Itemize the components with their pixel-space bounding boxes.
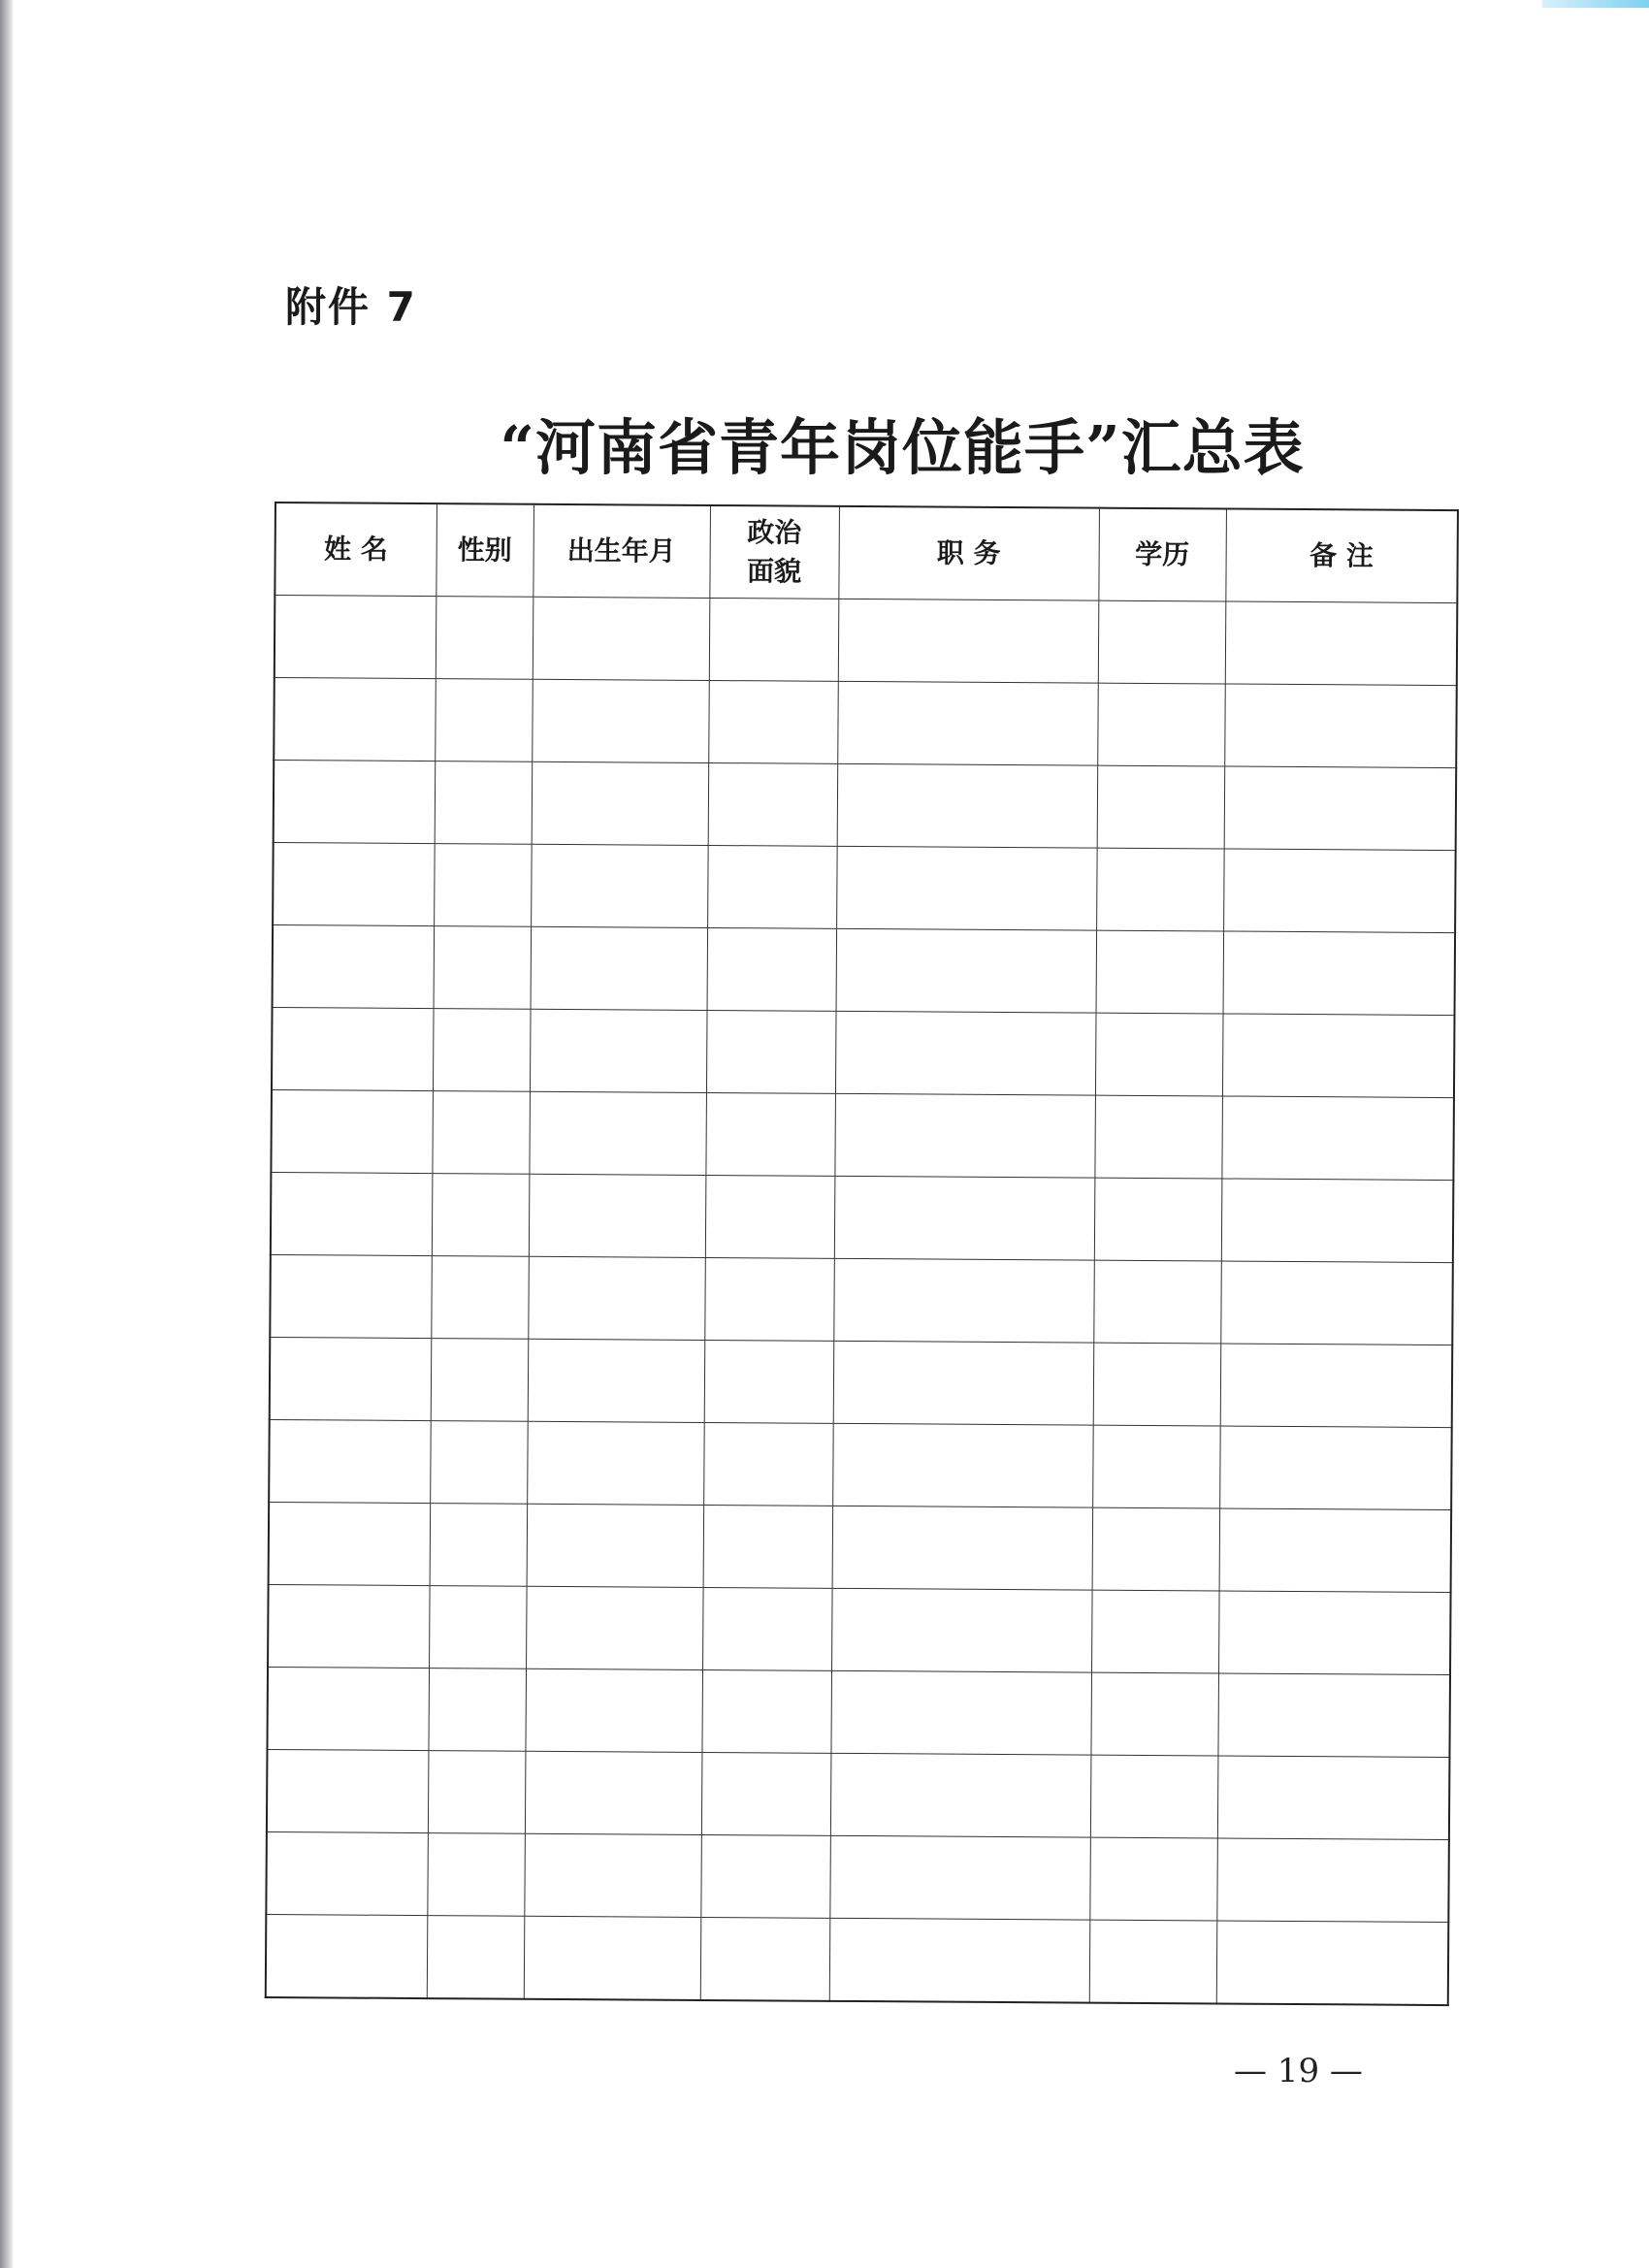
cell-position — [834, 1093, 1095, 1178]
cell-gender — [434, 926, 532, 1010]
cell-remarks — [1216, 1838, 1449, 1923]
table-row — [271, 1172, 1454, 1262]
cell-gender — [427, 1833, 525, 1917]
cell-education — [1091, 1590, 1219, 1673]
table-row — [271, 1089, 1454, 1180]
cell-remarks — [1217, 1673, 1450, 1758]
table-row — [275, 596, 1458, 686]
cell-remarks — [1217, 1756, 1450, 1840]
cell-education — [1093, 1260, 1221, 1344]
cell-position — [836, 846, 1097, 930]
table-row — [266, 1831, 1449, 1922]
cell-birth-date — [525, 1751, 702, 1834]
cell-remarks — [1218, 1591, 1451, 1675]
cell-remarks — [1222, 1014, 1455, 1098]
cell-position — [835, 1011, 1096, 1095]
cell-position — [838, 599, 1099, 683]
cell-education — [1090, 1672, 1218, 1756]
cell-position — [833, 1341, 1094, 1425]
table-row — [269, 1502, 1452, 1592]
cell-birth-date — [526, 1586, 703, 1669]
cell-gender — [428, 1669, 526, 1752]
cell-education — [1089, 1920, 1217, 2003]
table-row — [270, 1337, 1453, 1427]
cell-remarks — [1221, 1179, 1454, 1263]
cell-name — [269, 1502, 431, 1585]
cell-political-status — [707, 845, 837, 928]
scan-edge — [0, 0, 14, 2268]
cell-political-status — [707, 927, 837, 1011]
cell-name — [275, 596, 436, 679]
cell-gender — [431, 1339, 529, 1422]
cell-position — [837, 681, 1098, 765]
cell-remarks — [1220, 1261, 1453, 1345]
cell-education — [1097, 683, 1225, 766]
cell-position — [830, 1670, 1091, 1755]
cell-birth-date — [529, 1091, 706, 1175]
cell-remarks — [1225, 601, 1458, 686]
cell-education — [1096, 848, 1224, 931]
cell-education — [1098, 600, 1226, 684]
cell-position — [832, 1423, 1093, 1507]
cell-name — [270, 1337, 432, 1420]
cell-birth-date — [525, 1669, 702, 1752]
cell-remarks — [1219, 1426, 1452, 1510]
table-header-row — [275, 502, 1458, 603]
header-remarks: 备 注 — [1225, 509, 1458, 603]
cell-education — [1097, 765, 1225, 849]
header-education: 学历 — [1098, 508, 1226, 601]
scan-edge-mark — [1542, 0, 1649, 8]
cell-remarks — [1224, 684, 1457, 768]
cell-gender — [428, 1751, 526, 1834]
table-row — [266, 1914, 1449, 2005]
cell-name — [266, 1914, 428, 1998]
table-row — [269, 1419, 1452, 1509]
cell-position — [837, 763, 1098, 848]
cell-birth-date — [531, 844, 708, 927]
header-position: 职 务 — [838, 506, 1099, 600]
cell-birth-date — [533, 597, 710, 680]
table-row — [274, 761, 1457, 851]
cell-name — [273, 842, 435, 925]
cell-political-status — [705, 1092, 835, 1176]
cell-remarks — [1223, 931, 1456, 1016]
cell-name — [274, 761, 436, 844]
cell-name — [269, 1419, 431, 1503]
cell-political-status — [703, 1422, 833, 1506]
cell-birth-date — [528, 1339, 705, 1422]
table-row — [270, 1254, 1453, 1345]
document-title: “河南省青年岗位能手”汇总表 — [500, 412, 1305, 483]
cell-political-status — [700, 1834, 830, 1918]
cell-gender — [430, 1421, 528, 1505]
cell-birth-date — [527, 1421, 704, 1505]
cell-political-status — [702, 1587, 832, 1670]
cell-name — [267, 1667, 429, 1750]
cell-birth-date — [527, 1504, 704, 1587]
cell-position — [829, 1835, 1090, 1920]
cell-name — [270, 1254, 432, 1338]
header-name: 姓 名 — [275, 502, 436, 597]
table-row — [274, 678, 1457, 768]
cell-birth-date — [524, 1833, 701, 1917]
cell-gender — [433, 1009, 531, 1092]
cell-political-status — [701, 1752, 831, 1835]
cell-birth-date — [531, 926, 708, 1010]
cell-birth-date — [528, 1256, 705, 1340]
cell-remarks — [1221, 1096, 1454, 1181]
attachment-label: 附件 7 — [285, 283, 417, 331]
cell-name — [268, 1584, 430, 1668]
cell-position — [831, 1588, 1092, 1672]
cell-education — [1092, 1425, 1220, 1508]
table-row — [273, 842, 1456, 932]
table-row — [267, 1749, 1450, 1839]
table-row — [273, 924, 1456, 1015]
cell-gender — [430, 1504, 528, 1587]
cell-political-status — [709, 598, 839, 681]
cell-birth-date — [529, 1174, 706, 1257]
cell-remarks — [1216, 1921, 1449, 2005]
cell-education — [1089, 1837, 1217, 1921]
cell-position — [830, 1753, 1091, 1837]
cell-birth-date — [532, 679, 709, 762]
cell-name — [271, 1172, 433, 1255]
cell-remarks — [1220, 1344, 1453, 1428]
cell-name — [267, 1749, 429, 1832]
cell-gender — [427, 1916, 525, 1999]
cell-education — [1093, 1343, 1221, 1426]
cell-gender — [435, 679, 533, 762]
cell-position — [832, 1506, 1093, 1590]
cell-birth-date — [532, 761, 709, 845]
table-row — [268, 1584, 1451, 1674]
cell-education — [1092, 1507, 1220, 1591]
cell-remarks — [1219, 1508, 1452, 1593]
cell-position — [833, 1258, 1094, 1343]
cell-position — [836, 928, 1097, 1013]
cell-name — [273, 924, 435, 1008]
cell-name — [271, 1089, 433, 1173]
cell-name — [266, 1831, 428, 1915]
cell-education — [1094, 1178, 1222, 1261]
cell-birth-date — [524, 1916, 701, 2000]
summary-table — [265, 502, 1459, 2006]
cell-education — [1096, 930, 1224, 1014]
cell-position — [829, 1918, 1090, 2002]
table-row — [267, 1667, 1450, 1757]
cell-political-status — [708, 680, 838, 763]
page-number: — 19 — — [1234, 2052, 1363, 2090]
cell-education — [1090, 1755, 1218, 1838]
cell-political-status — [701, 1669, 831, 1753]
cell-political-status — [706, 1010, 836, 1093]
cell-gender — [432, 1091, 530, 1175]
cell-political-status — [705, 1175, 835, 1258]
cell-name — [274, 678, 436, 761]
cell-position — [834, 1176, 1095, 1260]
cell-birth-date — [530, 1009, 707, 1092]
cell-gender — [434, 844, 532, 927]
cell-remarks — [1223, 849, 1456, 933]
cell-political-status — [704, 1340, 834, 1423]
cell-gender — [432, 1174, 530, 1257]
cell-gender — [436, 597, 534, 680]
cell-political-status — [704, 1257, 834, 1341]
cell-education — [1094, 1095, 1222, 1179]
cell-name — [272, 1007, 434, 1090]
header-gender: 性别 — [436, 503, 534, 597]
header-political-status: 政治 面貌 — [709, 505, 839, 599]
cell-gender — [435, 761, 533, 845]
table-row — [272, 1007, 1455, 1097]
cell-political-status — [700, 1917, 830, 2000]
cell-remarks — [1224, 766, 1457, 851]
cell-political-status — [708, 762, 838, 846]
summary-table-container — [265, 502, 1457, 2003]
cell-education — [1095, 1013, 1223, 1096]
cell-gender — [431, 1256, 529, 1340]
cell-gender — [429, 1586, 527, 1669]
table-body — [266, 596, 1458, 2006]
header-birth-date: 出生年月 — [533, 504, 710, 599]
cell-political-status — [703, 1505, 833, 1588]
